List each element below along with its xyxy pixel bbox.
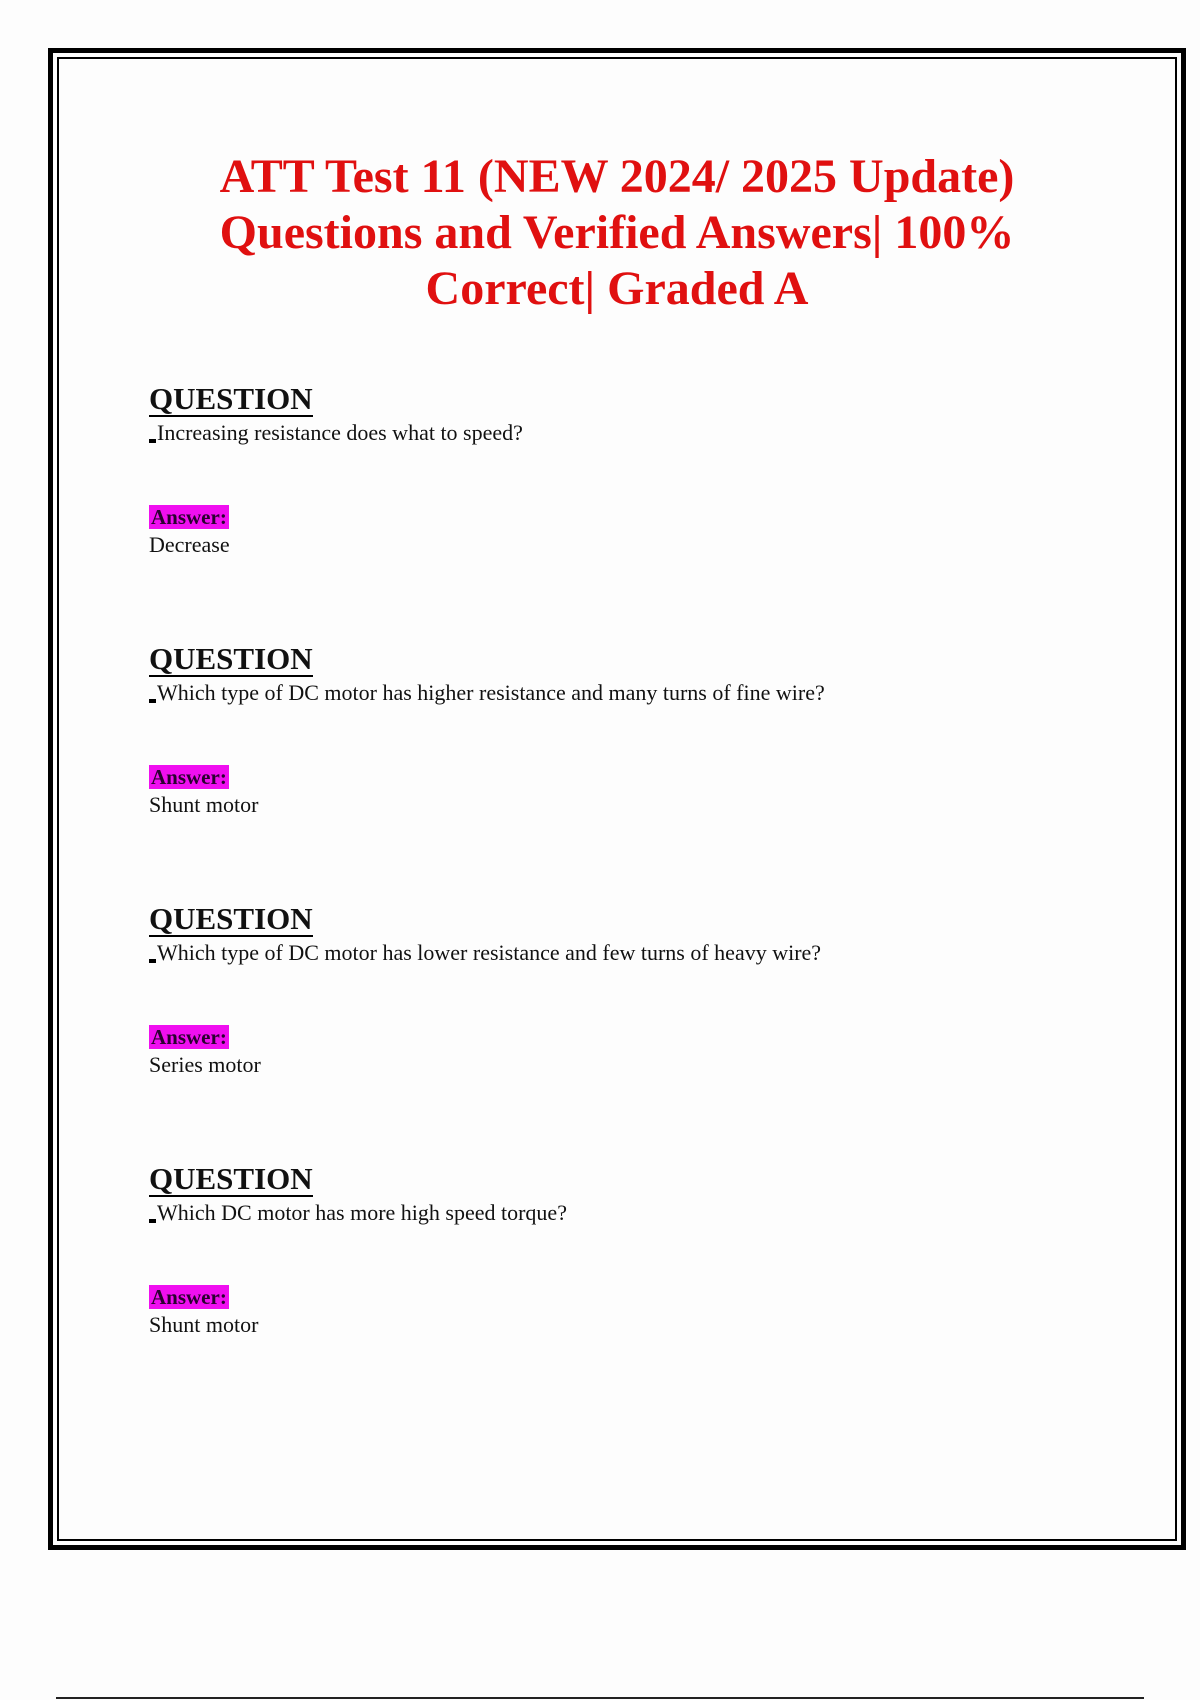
question-heading: QUESTION bbox=[149, 641, 313, 676]
answer-label: Answer: bbox=[151, 505, 227, 529]
answer-text: Decrease bbox=[149, 532, 230, 557]
question-heading: QUESTION bbox=[149, 381, 313, 416]
bullet-mark bbox=[149, 699, 156, 703]
question-text bbox=[149, 939, 1109, 967]
question-text-content: Which DC motor has more high speed torque? bbox=[157, 1200, 567, 1225]
question-text-content: Which type of DC motor has higher resistance and many turns of fine wire? bbox=[157, 680, 825, 705]
title-line-3: Correct| Graded A bbox=[425, 262, 809, 315]
question-text-content: Increasing resistance does what to speed? bbox=[157, 420, 523, 445]
page-border bbox=[48, 48, 1186, 1550]
question-heading: QUESTION bbox=[149, 1161, 313, 1196]
question-text bbox=[149, 679, 1109, 707]
bullet-mark bbox=[149, 439, 156, 443]
answer-text: Series motor bbox=[149, 1052, 261, 1077]
question-text-content: Which type of DC motor has lower resistance and few turns of heavy wire? bbox=[157, 940, 822, 965]
question-text bbox=[149, 419, 1109, 447]
bullet-mark bbox=[149, 1219, 156, 1223]
qa-item-1 bbox=[149, 383, 1109, 559]
answer-label: Answer: bbox=[151, 1285, 227, 1309]
qa-item-3 bbox=[149, 903, 1109, 1079]
bottom-divider bbox=[56, 1697, 1144, 1699]
answer-label: Answer: bbox=[151, 765, 227, 789]
answer-text: Shunt motor bbox=[149, 792, 259, 817]
qa-item-4 bbox=[149, 1163, 1109, 1339]
qa-item-2 bbox=[149, 643, 1109, 819]
answer-label: Answer: bbox=[151, 1025, 227, 1049]
document-title bbox=[53, 149, 1181, 317]
bullet-mark bbox=[149, 959, 156, 963]
title-line-2: Questions and Verified Answers| 100% bbox=[219, 206, 1015, 259]
question-text bbox=[149, 1199, 1109, 1227]
question-heading: QUESTION bbox=[149, 901, 313, 936]
title-line-1: ATT Test 11 (NEW 2024/ 2025 Update) bbox=[219, 150, 1015, 203]
answer-text: Shunt motor bbox=[149, 1312, 259, 1337]
